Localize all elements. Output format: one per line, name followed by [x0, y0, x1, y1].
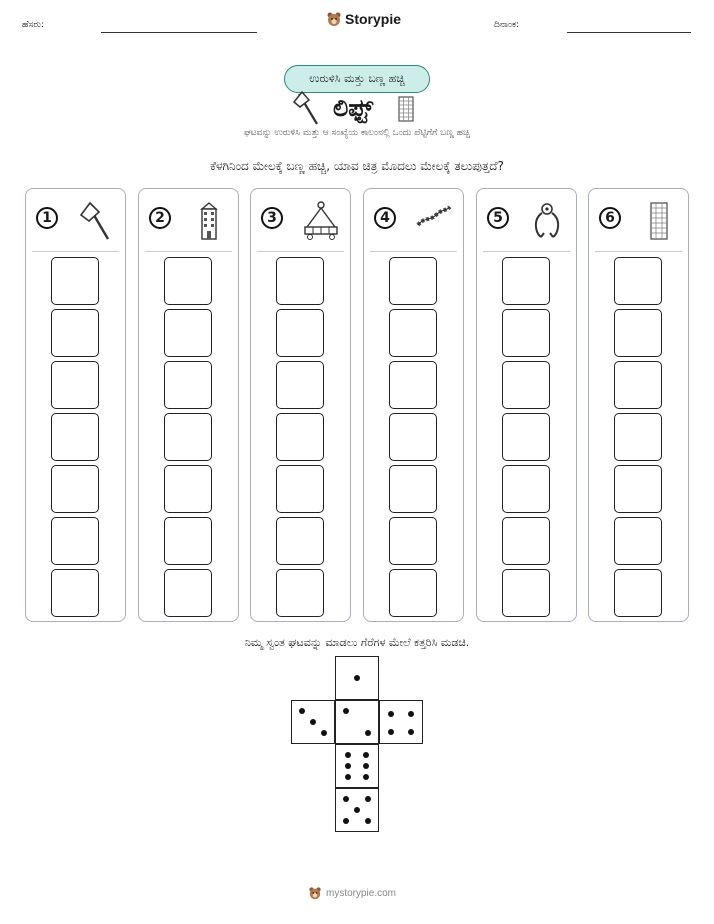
color-box[interactable]: [614, 465, 662, 513]
color-box[interactable]: [502, 517, 550, 565]
dice-instruction: ನಿಮ್ಮ ಸ್ವಂತ ಘಟವನ್ನು ಮಾಡಲು ಗೆರೆಗಳ ಮೇಲೆ ಕತ್ತರಿಸಿ ಮಡಚಿ.: [244, 636, 470, 649]
color-box[interactable]: [276, 517, 324, 565]
color-box[interactable]: [389, 517, 437, 565]
color-box[interactable]: [389, 413, 437, 461]
color-box[interactable]: [389, 361, 437, 409]
color-box[interactable]: [276, 361, 324, 409]
color-box[interactable]: [389, 309, 437, 357]
tower-icon: [189, 199, 229, 243]
axe-icon: [76, 199, 116, 243]
column-number: 2: [149, 207, 171, 229]
bear-mascot-icon: [308, 886, 322, 900]
color-box[interactable]: [51, 309, 99, 357]
color-box[interactable]: [276, 309, 324, 357]
color-box[interactable]: [502, 361, 550, 409]
skyscraper-icon: [639, 199, 679, 243]
color-box[interactable]: [614, 257, 662, 305]
column-3: [250, 188, 351, 622]
color-box[interactable]: [276, 257, 324, 305]
date-label: ದಿನಾಂಕ:: [494, 20, 520, 30]
color-box[interactable]: [51, 361, 99, 409]
skyscraper-icon: [398, 96, 414, 122]
page-title: ಲಿಫ್ಟ್: [333, 94, 374, 122]
die-face-2: [335, 700, 379, 744]
color-box[interactable]: [164, 257, 212, 305]
color-box[interactable]: [51, 465, 99, 513]
category-badge: [284, 65, 430, 93]
column-6: [588, 188, 689, 622]
footer: [308, 886, 396, 900]
color-box[interactable]: [164, 361, 212, 409]
color-box[interactable]: [614, 361, 662, 409]
color-box[interactable]: [389, 465, 437, 513]
color-box[interactable]: [51, 517, 99, 565]
color-box[interactable]: [614, 569, 662, 617]
color-box[interactable]: [276, 569, 324, 617]
rope-icon: [414, 199, 454, 243]
die-face-1: [335, 656, 379, 700]
color-box[interactable]: [164, 517, 212, 565]
column-1: [25, 188, 126, 622]
date-line[interactable]: [567, 32, 691, 33]
color-box[interactable]: [51, 413, 99, 461]
color-box[interactable]: [51, 257, 99, 305]
column-number: 1: [36, 207, 58, 229]
subtitle: ಘಟವನ್ನು ಉರುಳಿಸಿ ಮತ್ತು ಆ ಸಂಖ್ಯೆಯ ಕಾಲಂನಲ್ಲಿ ಒಂದು ಪೆಟ್ಟಿಗೆಗೆ ಬಣ್ಣ ಹಚ್ಚಿ: [244, 128, 470, 138]
bear-mascot-icon: [326, 11, 342, 27]
color-box[interactable]: [614, 413, 662, 461]
column-2: [138, 188, 239, 622]
color-box[interactable]: [276, 413, 324, 461]
question: ಕೆಳಗಿನಿಂದ ಮೇಲಕ್ಕೆ ಬಣ್ಣ ಹಚ್ಚಿ, ಯಾವ ಚಿತ್ರ ಮೊದಲು ಮೇಲಕ್ಕೆ ತಲುಪುತ್ತದೆ?: [210, 159, 504, 173]
category-text: ಉರುಳಿಸಿ ಮತ್ತು ಬಣ್ಣ ಹಚ್ಚಿ: [309, 72, 405, 85]
name-label: ಹೆಸರು:: [22, 20, 45, 30]
color-box[interactable]: [164, 413, 212, 461]
column-5: [476, 188, 577, 622]
die-face-4: [379, 700, 423, 744]
color-box[interactable]: [502, 309, 550, 357]
column-number: 5: [487, 207, 509, 229]
color-box[interactable]: [164, 309, 212, 357]
column-number: 6: [599, 207, 621, 229]
die-face-3: [291, 700, 335, 744]
color-box[interactable]: [164, 465, 212, 513]
color-box[interactable]: [51, 569, 99, 617]
color-box[interactable]: [164, 569, 212, 617]
column-4: [363, 188, 464, 622]
column-number: 3: [261, 207, 283, 229]
die-face-6: [335, 744, 379, 788]
elevator-platform-icon: [301, 199, 341, 243]
column-number: 4: [374, 207, 396, 229]
color-box[interactable]: [502, 257, 550, 305]
name-line[interactable]: [101, 32, 257, 33]
color-box[interactable]: [502, 569, 550, 617]
die-face-5: [335, 788, 379, 832]
color-box[interactable]: [389, 257, 437, 305]
color-box[interactable]: [276, 465, 324, 513]
color-box[interactable]: [614, 309, 662, 357]
claw-hook-icon: [527, 199, 567, 243]
brand-name: Storypie: [345, 11, 402, 27]
axe-icon: [290, 90, 324, 126]
color-box[interactable]: [502, 413, 550, 461]
color-box[interactable]: [389, 569, 437, 617]
footer-url: mystorypie.com: [326, 887, 397, 899]
color-box[interactable]: [502, 465, 550, 513]
color-box[interactable]: [614, 517, 662, 565]
brand-logo: [326, 11, 401, 27]
